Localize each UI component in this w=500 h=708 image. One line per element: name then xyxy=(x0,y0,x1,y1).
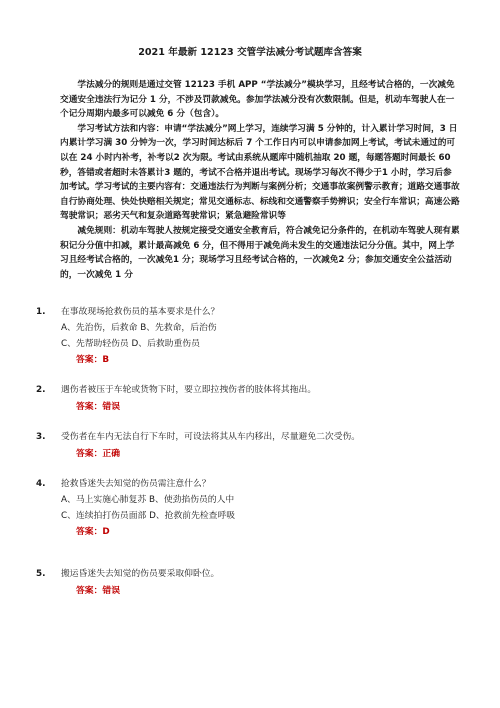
question-answer: 答案：D xyxy=(76,527,110,537)
question-stem: 在事故现场抢救伤员的基本要求是什么？ xyxy=(61,307,220,317)
intro-paragraph-rules: 学法减分的规则是通过交管 12123 手机 APP “学法减分”模块学习，且经考试合格的，一次减免交通安全违法行为记分 1 分，不涉及罚款减免。参加学法减分没有次数限制。但是，机动车驾驶人在一个记分周期内最多可以减免 6 分（包含）。 xyxy=(60,80,455,120)
question-options-row: A、先治伤，后救命 B、先救命，后治伤 xyxy=(61,323,217,333)
question-options-row: A、马上实施心肺复苏 B、使劲掐伤员的人中 xyxy=(61,495,235,505)
question-options-row: C、先帮助轻伤员 D、后救助重伤员 xyxy=(61,339,200,349)
question-number: 2. xyxy=(36,385,46,395)
question-stem: 受伤者在车内无法自行下车时，可设法将其从车内移出，尽量避免二次受伤。 xyxy=(61,432,361,442)
document-title: 2021 年最新 12123 交管学法减分考试题库含答案 xyxy=(138,47,362,58)
question-number: 3. xyxy=(36,432,46,442)
question-options-row: C、连续拍打伤员面部 D、抢救前先检查呼吸 xyxy=(61,511,236,521)
intro-paragraph-method: 学习考试方法和内容：申请“学法减分”网上学习，连续学习满 5 分钟的，计入累计学习时间，3 日内累计学习满 30 分钟为一次，学习时间达标后 7 个工作日内可以申请参加网上考试，考试未通过的可以在 24 小时内补考，补考以2 次为限。考试由系统从题库中随机抽取 20 题，每题答题时间最长 60 秒，答错或者超时未答累计3 题的，考试不合格并退出考试。现场学习每次不得少于1 小时，学习后参加考试。学习考试的主要内容有：交通违法行为判断与案例分析；交通事故案例警示教育；道路交通事故自行协商处理、快处快赔相关规定；常见交通标志、标线和交通警察手势辨识；安全行车常识；高速公路驾驶常识；恶劣天气和复杂道路驾驶常识；紧急避险常识等 xyxy=(60,123,460,222)
question-stem: 抢救昏迷失去知觉的伤员需注意什么？ xyxy=(61,479,211,489)
question-stem: 搬运昏迷失去知觉的伤员要采取仰卧位。 xyxy=(61,569,220,579)
question-number: 5. xyxy=(36,569,46,579)
question-answer: 答案：正确 xyxy=(76,449,120,459)
intro-paragraph-reduction: 减免规则：机动车驾驶人按规定接受交通安全教育后，符合减免记分条件的，在机动车驾驶人现有累积记分分值中扣减，累计最高减免 6 分，但不得用于减免尚未发生的交通违法记分分值。其中，网上学习且经考试合格的，一次减免1 分；现场学习且经考试合格的，一次减免2 分；参加交通安全公益活动的，一次减免 1 分 xyxy=(60,225,460,280)
question-stem: 遇伤者被压于车轮或货物下时，要立即拉拽伤者的肢体将其拖出。 xyxy=(61,385,317,395)
question-answer: 答案：错误 xyxy=(76,586,120,596)
question-number: 4. xyxy=(36,479,46,489)
intro-section xyxy=(60,78,460,282)
question-answer: 答案：B xyxy=(76,355,110,365)
question-answer: 答案：错误 xyxy=(76,402,120,412)
question-number: 1. xyxy=(36,307,46,317)
